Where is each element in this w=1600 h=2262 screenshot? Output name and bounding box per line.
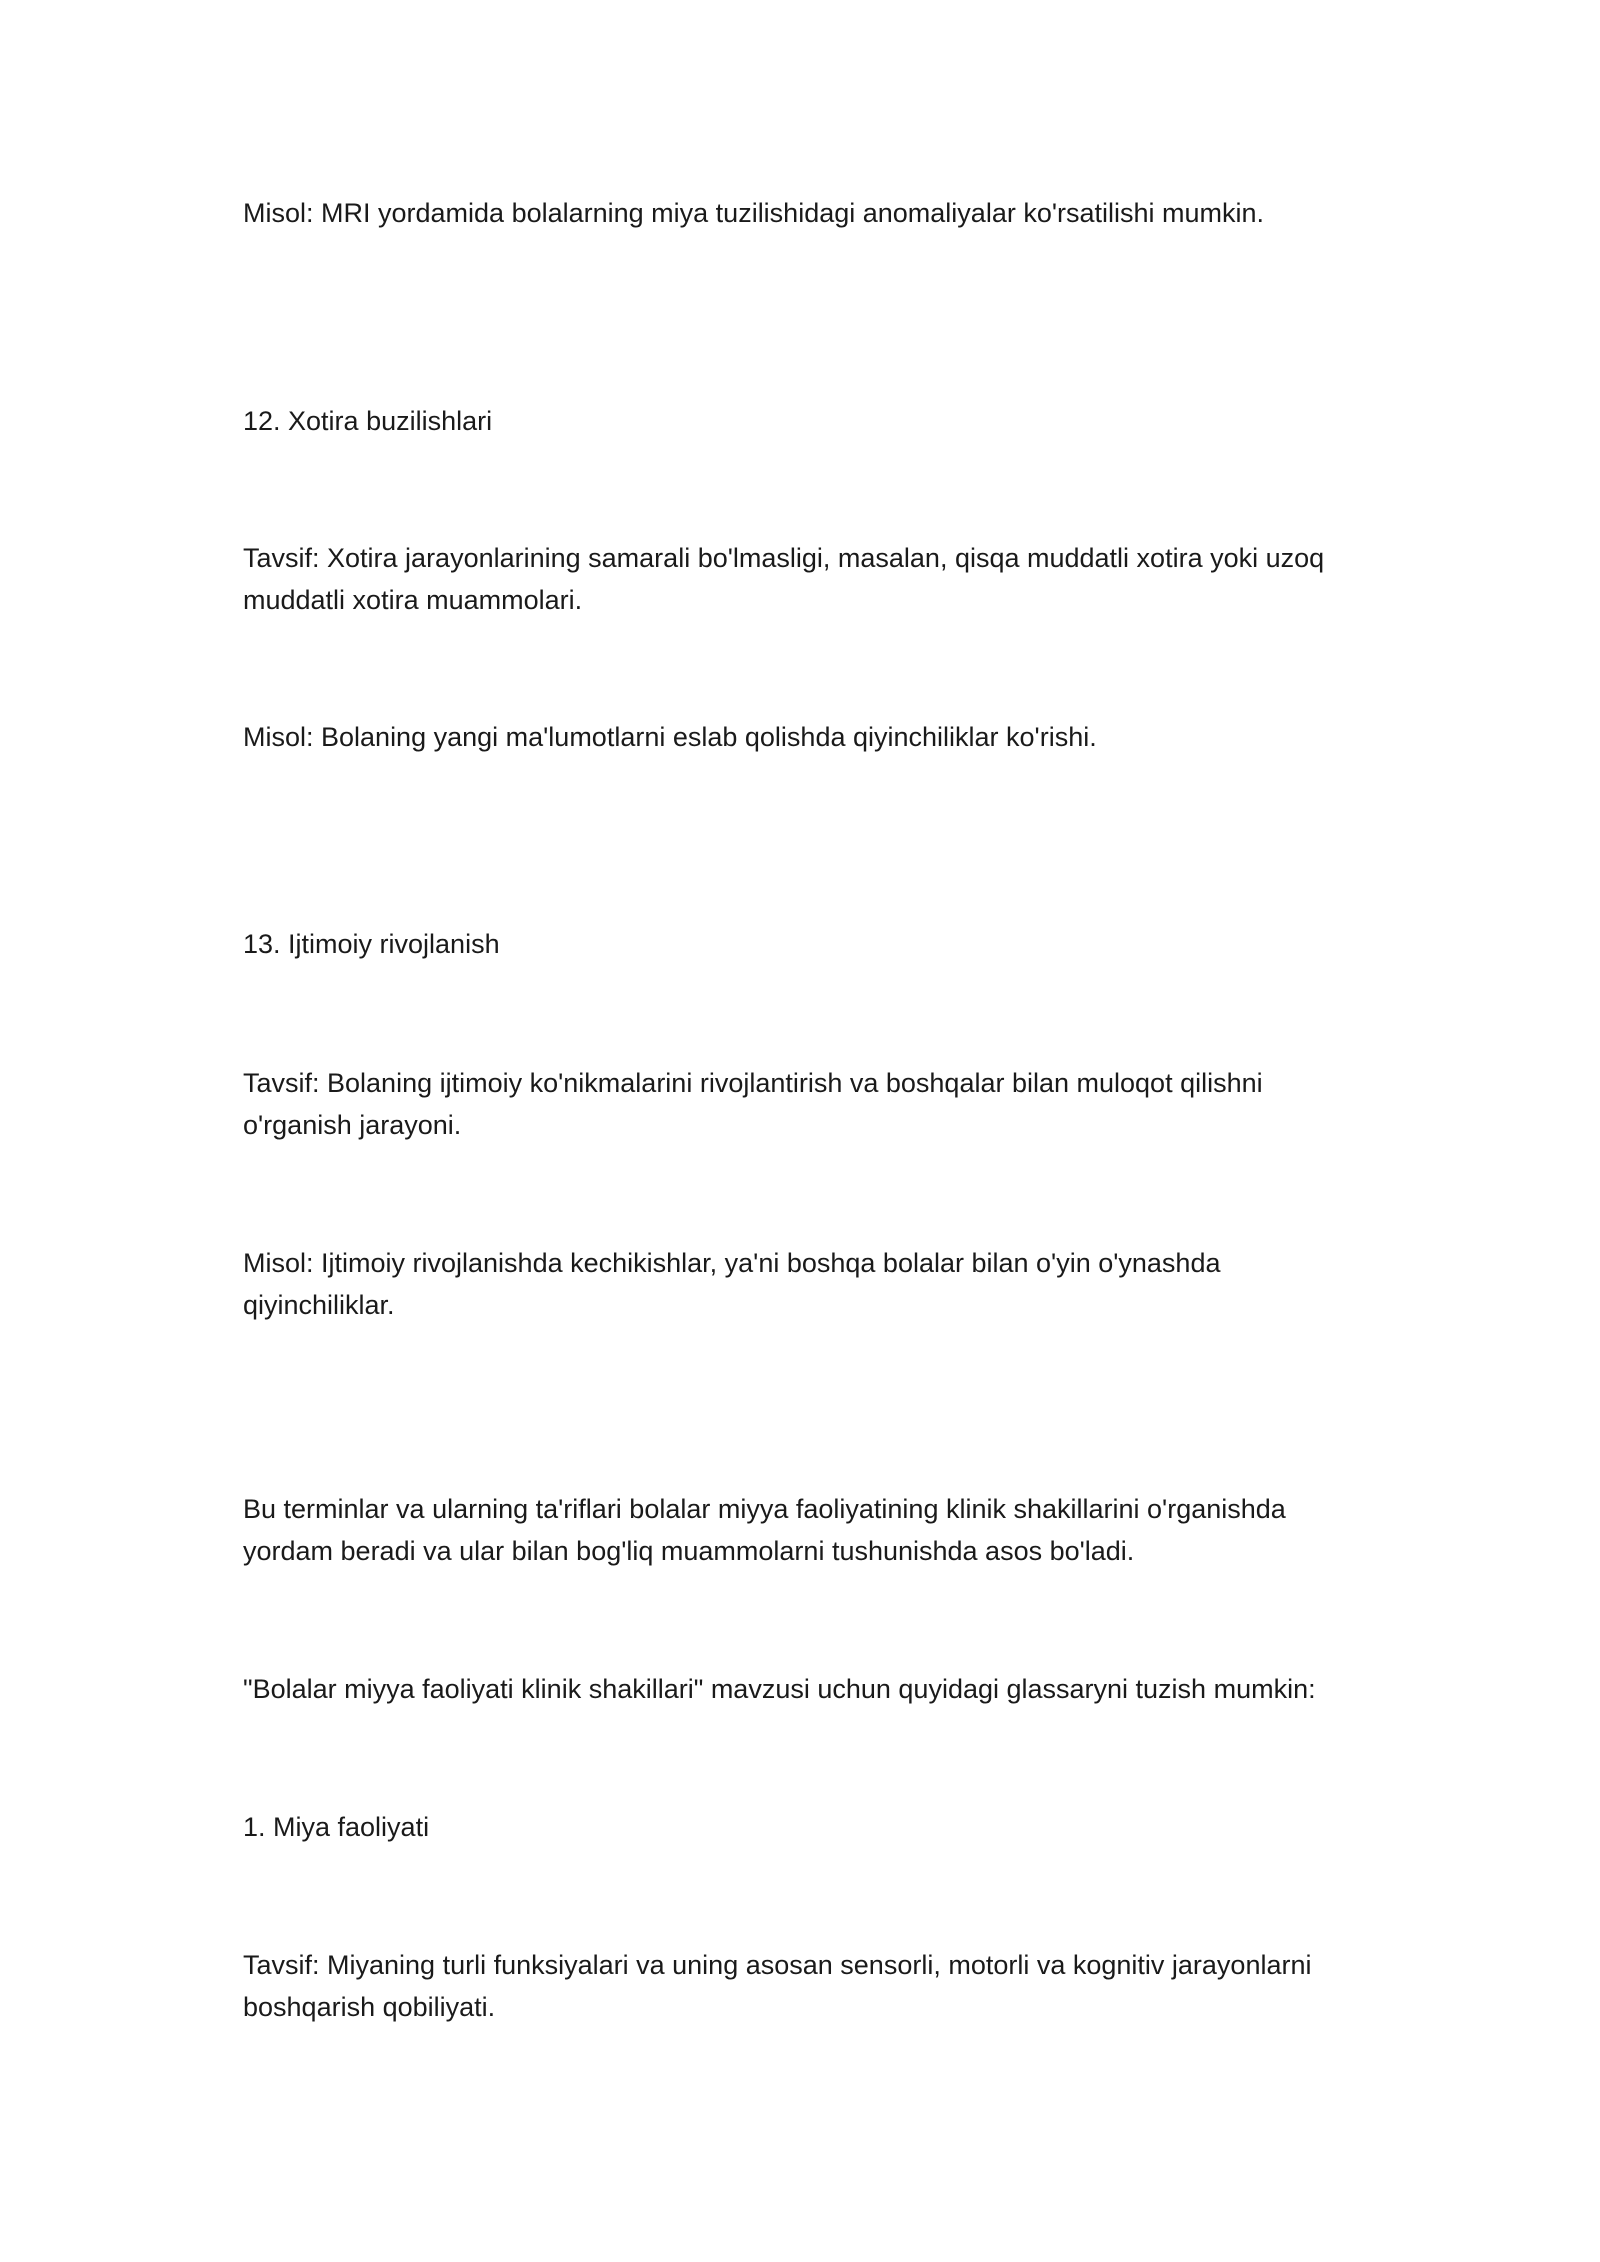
description-paragraph-social: Tavsif: Bolaning ijtimoiy ko'nikmalarini rivojlantirish va boshqalar bilan muloqot qilishni o'rganish jarayoni. <box>243 1068 1263 1140</box>
section-heading-brain-activity: 1. Miya faoliyati <box>243 1812 430 1842</box>
example-paragraph-mri: Misol: MRI yordamida bolalarning miya tuzilishidagi anomaliyalar ko'rsatilishi mumkin. <box>243 198 1265 228</box>
glossary-intro-paragraph: "Bolalar miyya faoliyati klinik shakillari" mavzusi uchun quyidagi glassaryni tuzish mumkin: <box>243 1674 1316 1704</box>
section-heading-social-development: 13. Ijtimoiy rivojlanish <box>243 929 500 959</box>
description-paragraph-memory: Tavsif: Xotira jarayonlarining samarali bo'lmasligi, masalan, qisqa muddatli xotira yoki uzoq muddatli xotira muammolari. <box>243 543 1325 615</box>
section-heading-memory-disorders: 12. Xotira buzilishlari <box>243 406 493 436</box>
example-paragraph-memory: Misol: Bolaning yangi ma'lumotlarni eslab qolishda qiyinchiliklar ko'rishi. <box>243 722 1097 752</box>
summary-paragraph: Bu terminlar va ularning ta'riflari bolalar miyya faoliyatining klinik shakillarini o'rganishda yordam beradi va ular bilan bog'liq muammolarni tushunishda asos bo'ladi. <box>243 1494 1286 1566</box>
description-paragraph-brain-activity: Tavsif: Miyaning turli funksiyalari va uning asosan sensorli, motorli va kognitiv jarayonlarni boshqarish qobiliyati. <box>243 1950 1312 2022</box>
example-paragraph-social: Misol: Ijtimoiy rivojlanishda kechikishlar, ya'ni boshqa bolalar bilan o'yin o'ynashda qiyinchiliklar. <box>243 1248 1221 1320</box>
